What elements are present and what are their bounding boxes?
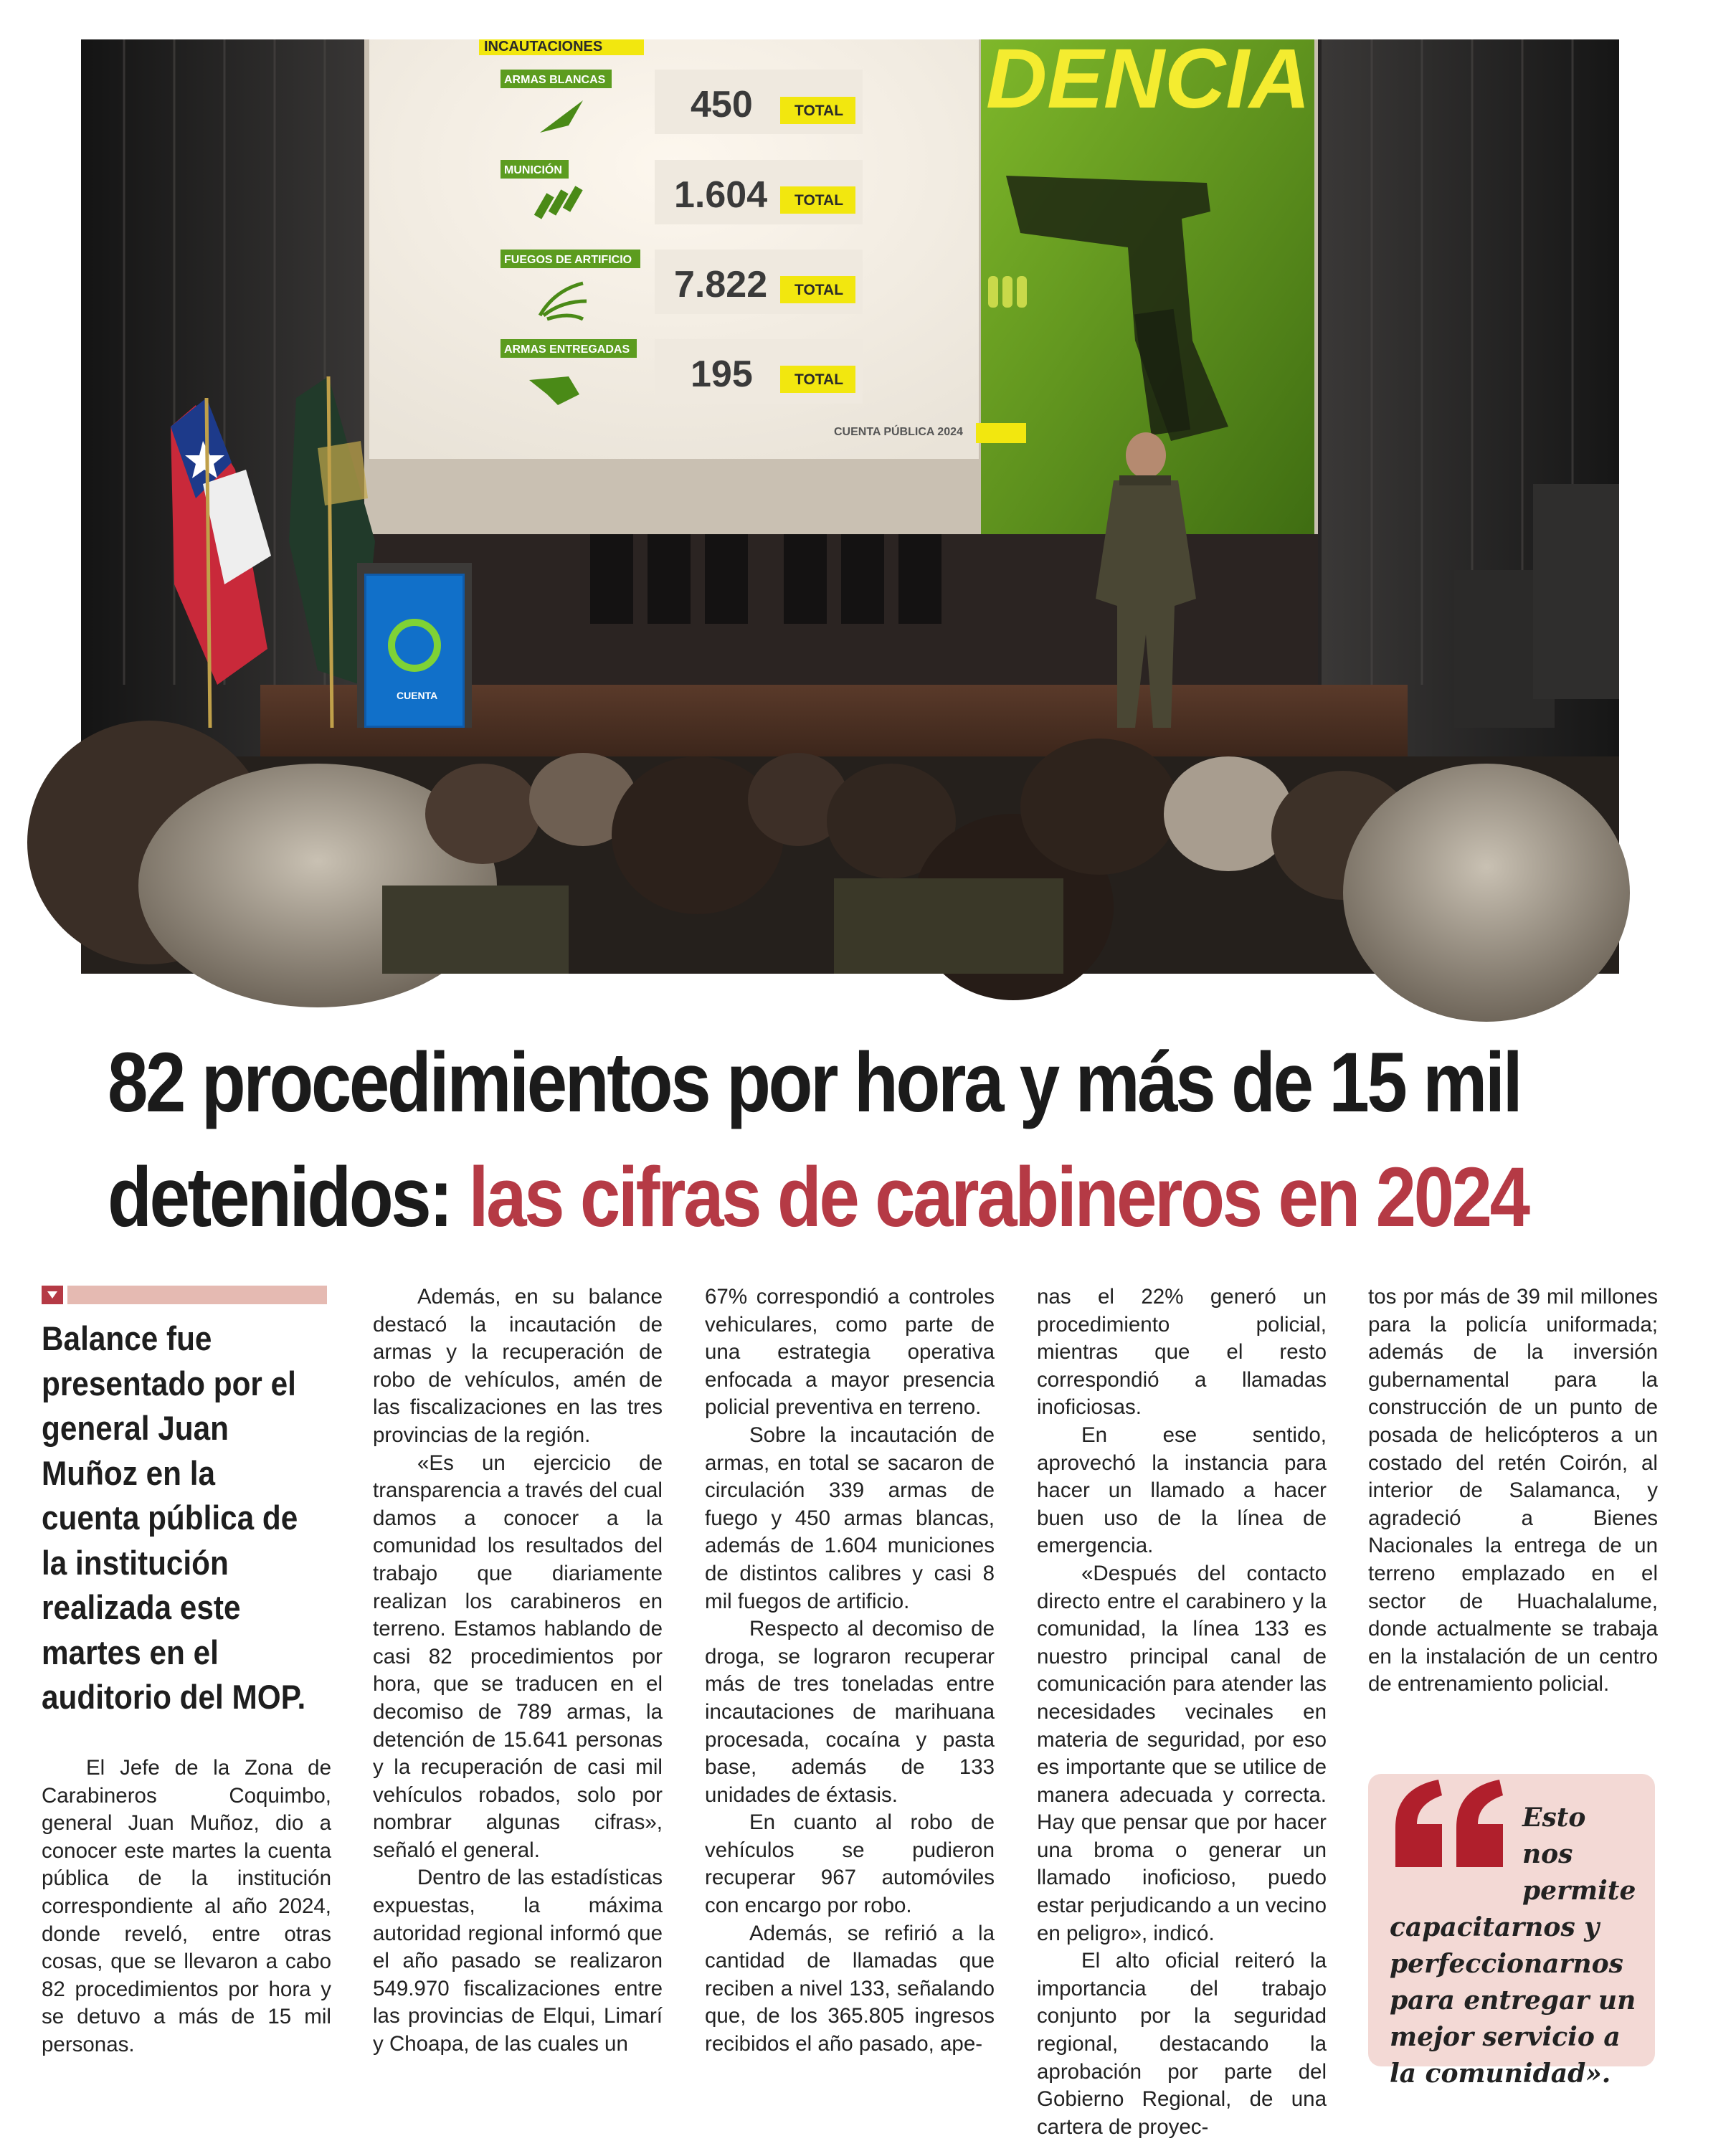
body-paragraph: «Después del contacto directo entre el carabinero y la comunidad, la línea 133 es nuestro principal canal de comunicación para atender las necesidades vecinales en materia de seguridad, por eso es importante que se utilice de manera adecuada y correcta. Hay que pensar que por hacer una broma o generar un llamado inoficioso, puedo estar perjudicando a un vecino en peligro», indicó. — [1037, 1561, 1327, 1945]
audience — [27, 721, 1630, 1022]
body-paragraph: tos por más de 39 mil millones para la policía uniformada; además de la inversión gubernamental para la construcción de un punto de posada de helicópteros a un costado del retén Coirón, al interior de Salamanca, y agradeció a Bienes Nacionales la entrega de un terreno emplazado en el sector de Huachalalume, donde actualmente se trabaja en la instalación de un centro de entrenamiento policial. — [1368, 1285, 1658, 1696]
slide-row-tag: TOTAL — [795, 282, 844, 298]
headline — [108, 1025, 1528, 1255]
article-column-4 — [1037, 1283, 1327, 2141]
body-paragraph: Además, en su balance destacó la incautación de armas y la recuperación de robo de vehículos, amén de las fiscalizaciones en las tres provincias de la región. — [373, 1285, 663, 1447]
headline-line1: 82 procedimientos por hora y más de 15 mil — [108, 1035, 1521, 1130]
quote-rest: capacitarnos y perfeccionarnos para entregar un mejor servicio a la comunidad». — [1390, 1912, 1636, 2089]
body-paragraph: En cuanto al robo de vehículos se pudieron recuperar 967 automóviles con encargo por robo. — [705, 1810, 995, 1918]
body-paragraph: El alto oficial reiteró la importancia del trabajo conjunto por la seguridad regional, destacando la aprobación por parte del Gobierno Regional, de una cartera de proyec- — [1037, 1949, 1327, 2139]
body-paragraph: nas el 22% generó un procedimiento policial, mientras que el resto correspondió a llamadas inoficiosas. — [1037, 1285, 1327, 1420]
slide-banner-text: DENCIA — [986, 32, 1311, 126]
slide-row-label: MUNICIÓN — [504, 164, 562, 176]
slide-row-label: ARMAS ENTREGADAS — [504, 343, 630, 356]
podium-text: CUENTA — [397, 690, 438, 701]
article-column-2 — [373, 1283, 663, 2059]
podium — [357, 563, 472, 728]
quote-line-2: permite — [1522, 1876, 1636, 1906]
pull-quote-text — [1390, 1800, 1641, 2092]
body-paragraph: Dentro de las estadísticas expuestas, la máxima autoridad regional informó que el año pasado se realizaron 549.970 fiscalizaciones entre las provincias de Elqui, Limarí y Choapa, de las cuales un — [373, 1866, 663, 2056]
slide-row-value: 7.822 — [674, 264, 768, 305]
headline-line2-red: las cifras de carabineros en 2024 — [468, 1150, 1528, 1245]
slide-row-tag: TOTAL — [795, 192, 844, 209]
slide-row-value: 1.604 — [674, 174, 768, 216]
kicker-bar — [42, 1286, 327, 1304]
slide-row-label: FUEGOS DE ARTIFICIO — [504, 254, 632, 266]
body-paragraph: Además, se refirió a la cantidad de llamadas que reciben a nivel 133, señalando que, de los 365.805 ingresos recibidos el año pasado, ape- — [705, 1921, 995, 2056]
lead-paragraph: Balance fue presentado por el general Juan Muñoz en la cuenta pública de la institución realizada este martes en el auditorio del MOP. — [42, 1319, 306, 1716]
article-column-3 — [705, 1283, 995, 2059]
body-paragraph: Respecto al decomiso de droga, se lograron recuperar más de tres toneladas entre incautaciones de marihuana procesada, cocaína y pasta base, además de 133 unidades de éxtasis. — [705, 1617, 995, 1807]
slide-row-tag: TOTAL — [795, 103, 844, 119]
article-column-1 — [42, 1755, 331, 2059]
body-paragraph: En ese sentido, aprovechó la instancia para hacer un llamado a hacer buen uso de la línea de emergencia. — [1037, 1423, 1327, 1558]
slide-row-value: 195 — [691, 353, 753, 395]
article-column-5 — [1368, 1283, 1658, 1699]
slide-row-value: 450 — [691, 84, 753, 125]
body-paragraph: El Jefe de la Zona de Carabineros Coquimbo, general Juan Muñoz, dio a conocer este martes la cuenta pública de la institución correspondiente al año 2024, donde reveló, entre otras cosas, que se llevaron a cabo 82 procedimientos por hora y se detuvo a más de 15 mil personas. — [42, 1756, 331, 2056]
slide-footer: CUENTA PÚBLICA 2024 — [834, 426, 963, 438]
kicker-line — [67, 1286, 327, 1304]
slide-heading: INCAUTACIONES — [484, 39, 603, 54]
event-photo — [81, 32, 1619, 974]
body-paragraph: 67% correspondió a controles vehiculares, como parte de una estrategia operativa enfocada a mayor presencia policial preventiva en terreno. — [705, 1285, 995, 1420]
body-paragraph: «Es un ejercicio de transparencia a través del cual damos a conocer a la comunidad los resultados del trabajo que diariamente realizan los carabineros en terreno. Estamos hablando de casi 82 procedimientos por hora, que se traducen en el decomiso de 789 armas, la detención de 15.641 personas y la recuperación de casi mil vehículos robados, solo por nombrar algunas cifras», señaló el general. — [373, 1451, 663, 1862]
body-paragraph: Sobre la incautación de armas, en total se sacaron de circulación 339 armas de fuego y 450 armas blancas, además de 1.604 municiones de distintos calibres y casi 8 mil fuegos de artificio. — [705, 1423, 995, 1613]
pull-quote-box — [1368, 1774, 1655, 2089]
slide-row-tag: TOTAL — [795, 371, 844, 388]
quote-line-1: Esto nos — [1522, 1803, 1586, 1869]
chevron-down-icon — [42, 1286, 63, 1304]
headline-line2-dark: detenidos: — [108, 1150, 469, 1245]
slide-row-label: ARMAS BLANCAS — [504, 74, 606, 86]
